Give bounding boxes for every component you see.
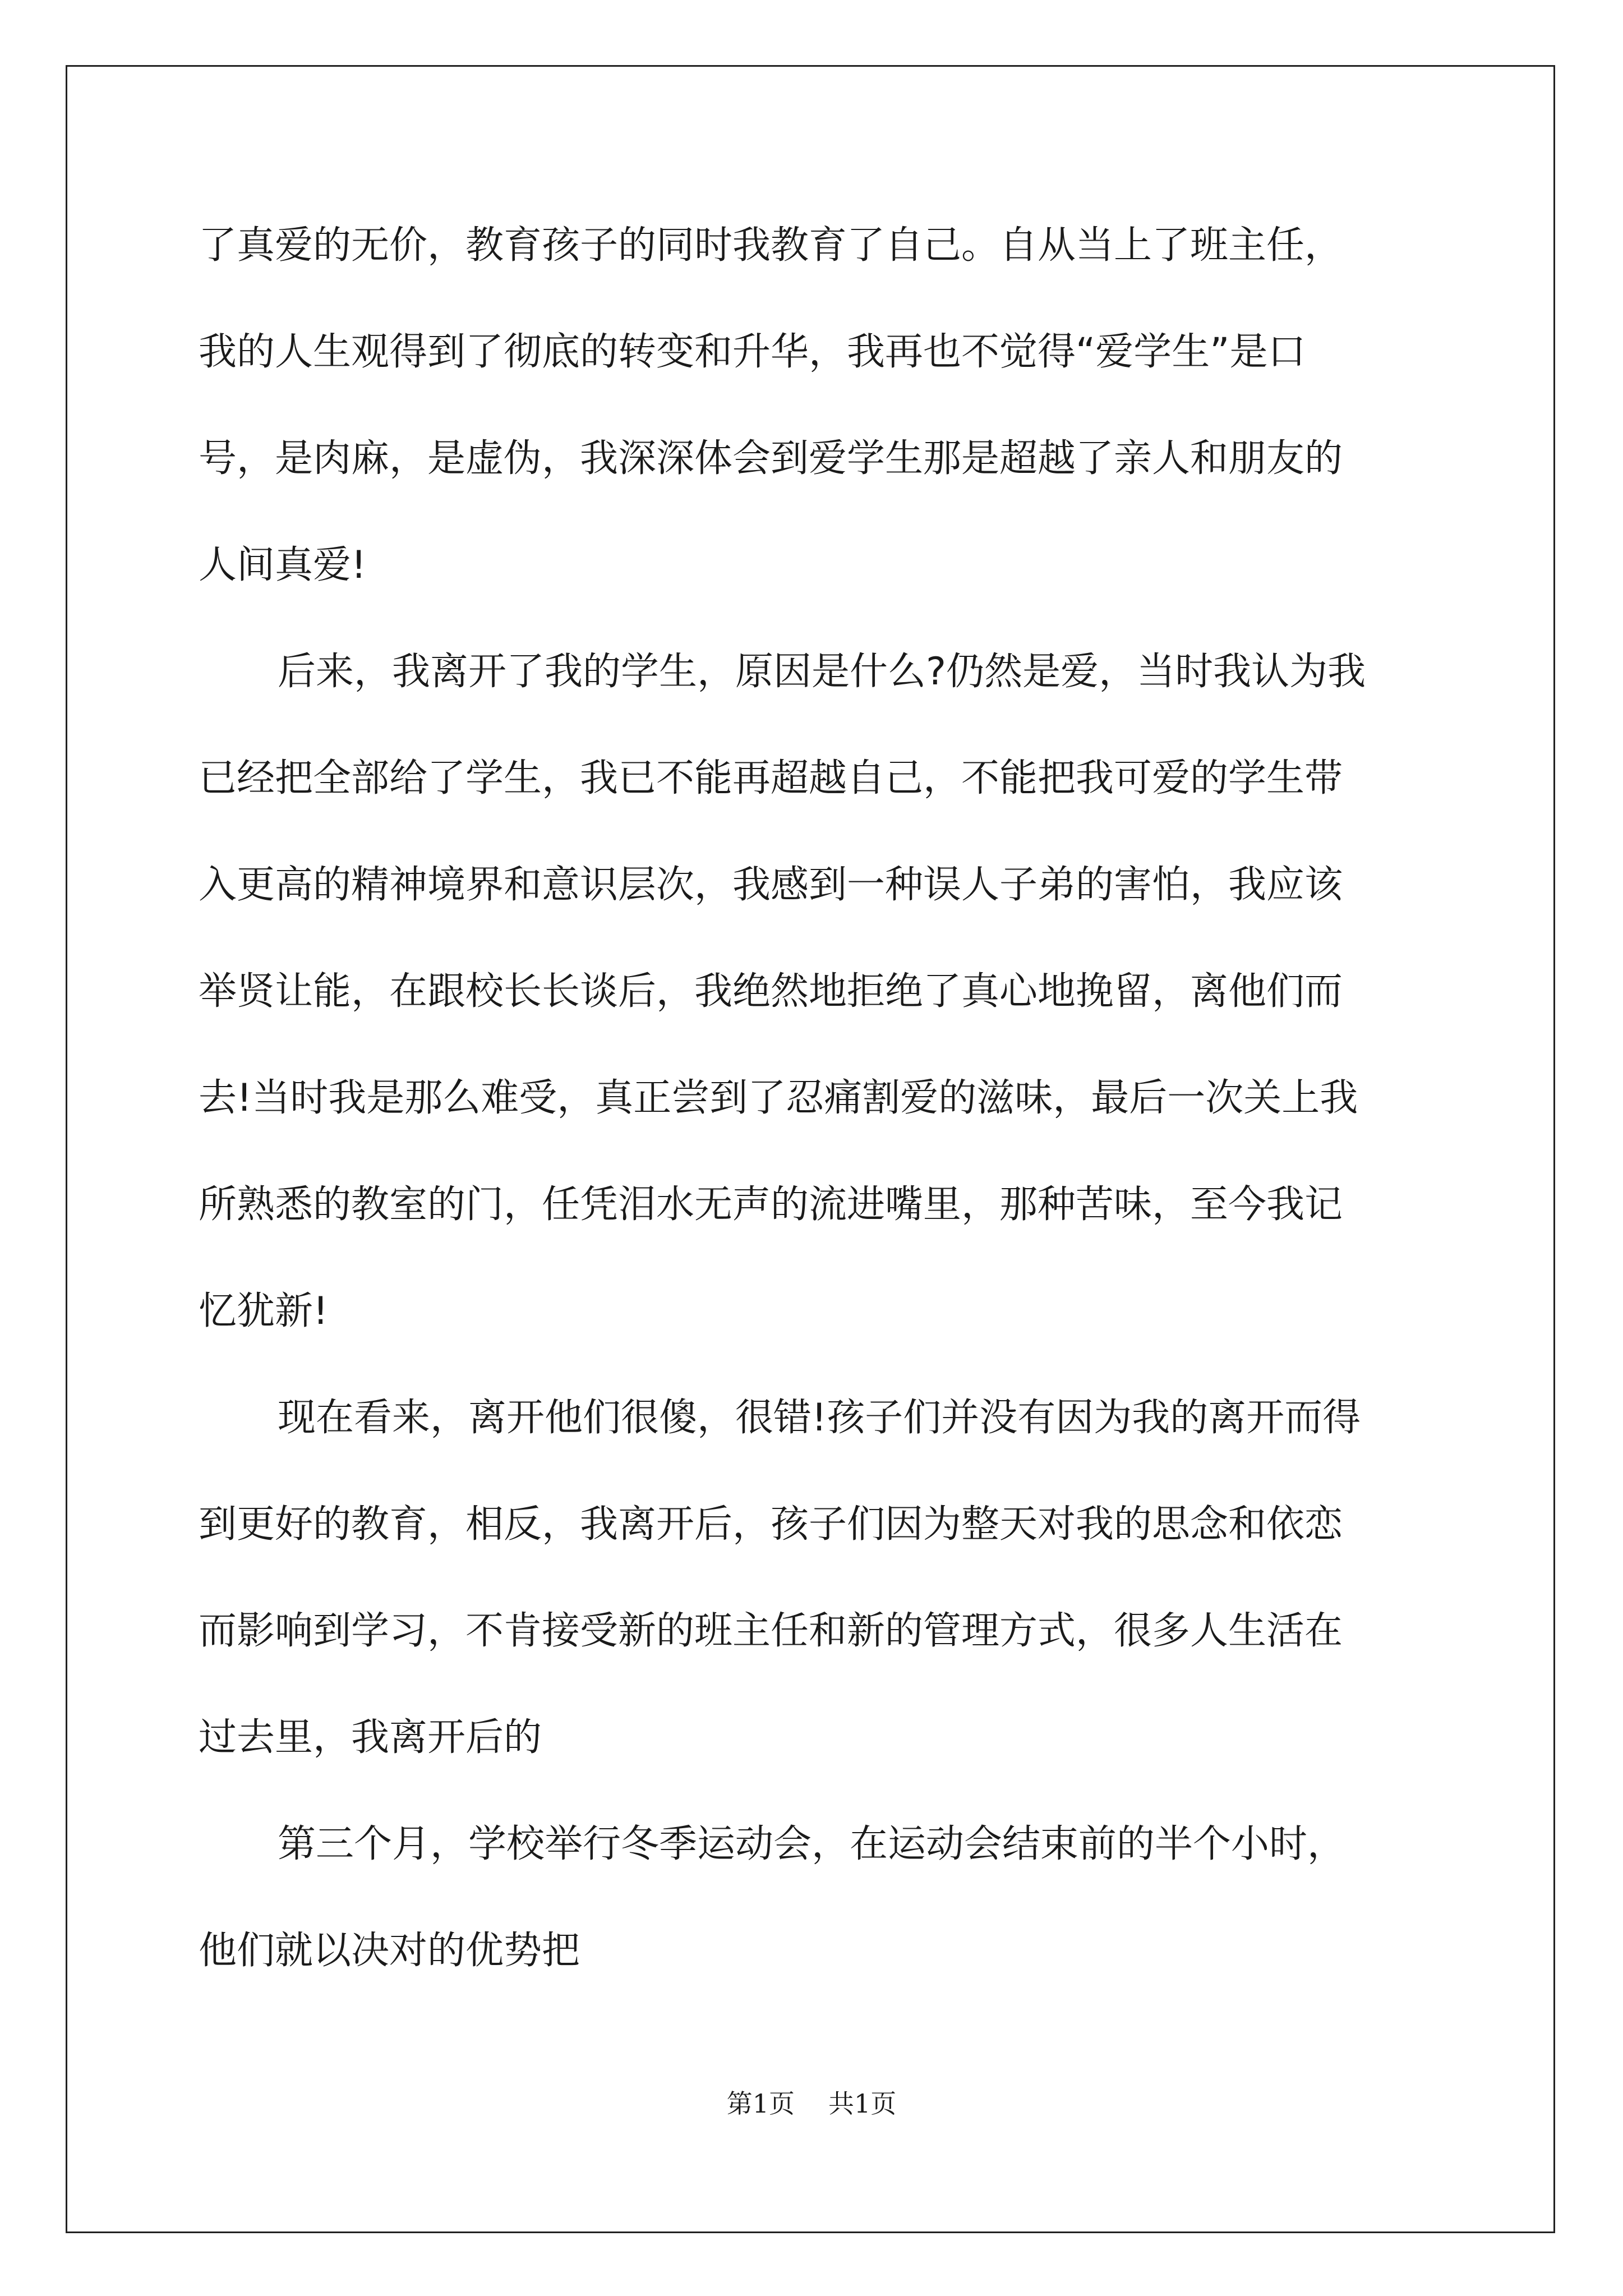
page-footer (0, 2087, 1623, 2120)
text-line: 到更好的教育，相反，我离开后，孩子们因为整天对我的思念和依恋 (199, 1502, 1343, 1547)
text-line: 入更高的精神境界和意识层次，我感到一种误人子弟的害怕，我应该 (199, 863, 1343, 907)
text-line: 他们就以决对的优势把 (199, 1929, 580, 1973)
paragraph-start-line: 现在看来，离开他们很傻，很错!孩子们并没有因为我的离开而得 (278, 1396, 1361, 1440)
page-total: 共1页 (828, 2088, 897, 2119)
paragraph-start-line: 第三个月，学校举行冬季运动会，在运动会结束前的半个小时， (278, 1822, 1346, 1866)
page-number: 第1页 (726, 2088, 795, 2119)
text-line: 所熟悉的教室的门，任凭泪水无声的流进嘴里，那种苦味，至今我记 (199, 1182, 1343, 1227)
text-line: 号，是肉麻，是虚伪，我深深体会到爱学生那是超越了亲人和朋友的 (199, 436, 1343, 481)
text-line: 已经把全部给了学生，我已不能再超越自己，不能把我可爱的学生带 (199, 756, 1343, 800)
text-line: 我的人生观得到了彻底的转变和升华，我再也不觉得“爱学生”是口 (199, 330, 1306, 374)
text-line: 而影响到学习，不肯接受新的班主任和新的管理方式，很多人生活在 (199, 1609, 1343, 1653)
text-line: 举贤让能，在跟校长长谈后，我绝然地拒绝了真心地挽留，离他们而 (199, 969, 1343, 1014)
text-line: 过去里，我离开后的 (199, 1715, 542, 1760)
text-line: 人间真爱! (199, 543, 367, 587)
paragraph-start-line: 后来，我离开了我的学生，原因是什么?仍然是爱，当时我认为我 (278, 650, 1366, 694)
text-line: 去!当时我是那么难受，真正尝到了忍痛割爱的滋味，最后一次关上我 (199, 1076, 1358, 1120)
page-border (66, 65, 1555, 2233)
text-line: 忆犹新! (199, 1289, 329, 1333)
text-line: 了真爱的无价，教育孩子的同时我教育了自己。自从当上了班主任， (199, 223, 1343, 268)
